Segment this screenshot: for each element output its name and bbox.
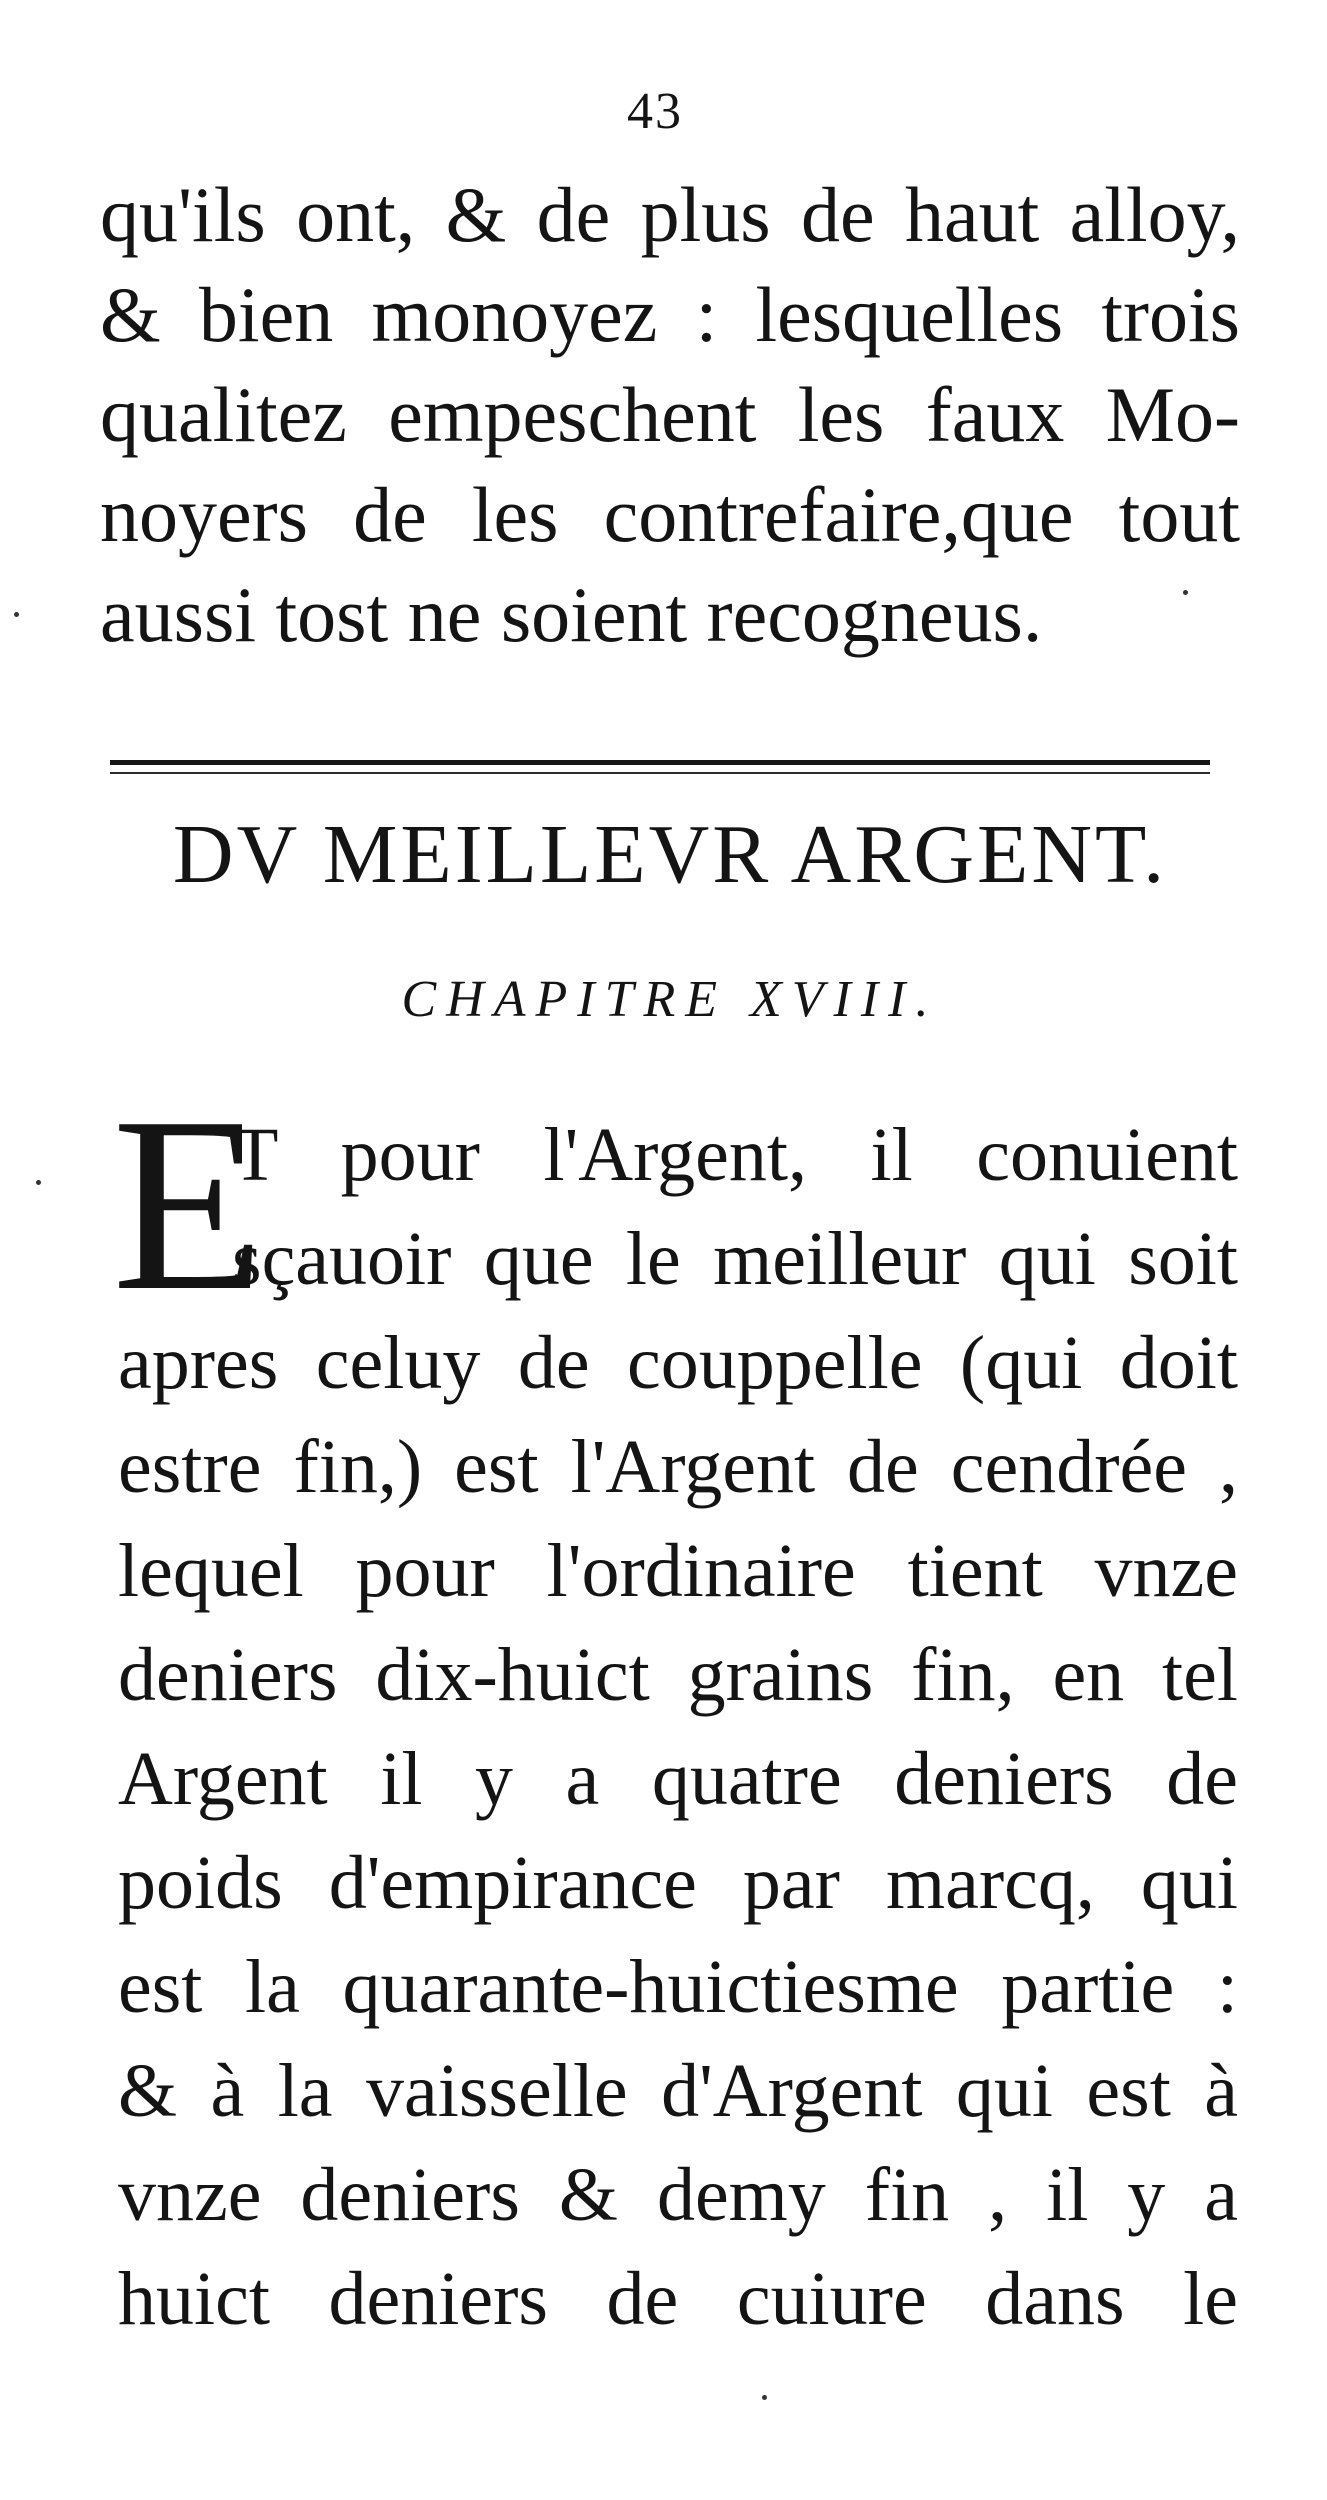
text-line: deniers dix-huict grains fin, en tel — [118, 1633, 1238, 1717]
section-divider-rule — [110, 760, 1210, 765]
ink-speck — [762, 2395, 767, 2400]
text-line: qu'ils ont, & de plus de haut alloy, — [100, 171, 1240, 258]
text-line: estre fin,) est l'Argent de cendrée , — [118, 1425, 1238, 1509]
text-line: & bien monoyez : lesquelles trois — [100, 271, 1240, 358]
ink-speck — [1183, 590, 1188, 595]
text-line: sçauoir que le meilleur qui soit — [232, 1217, 1238, 1301]
main-paragraph — [118, 1103, 1238, 2351]
ink-speck — [36, 1180, 41, 1185]
text-line: apres celuy de couppelle (qui doit — [118, 1321, 1238, 1405]
text-line: lequel pour l'ordinaire tient vnze — [118, 1529, 1238, 1613]
text-line: vnze deniers & demy fin , il y a — [118, 2153, 1238, 2237]
text-line: est la quarante-huictiesme partie : — [118, 1945, 1238, 2029]
text-line: huict deniers de cuiure dans le — [118, 2257, 1238, 2341]
section-heading: DV MEILLEVR ARGENT. — [172, 808, 1168, 901]
text-line: poids d'empirance par marcq, qui — [118, 1841, 1238, 1925]
text-line: & à la vaisselle d'Argent qui est à — [118, 2049, 1238, 2133]
page-number: 43 — [627, 83, 683, 140]
ink-speck — [14, 612, 19, 617]
text-line: T pour l'Argent, il conuient — [232, 1113, 1238, 1197]
text-line: qualitez empeschent les faux Mo- — [100, 371, 1240, 458]
drop-cap: E — [112, 1066, 265, 1343]
top-paragraph — [100, 165, 1240, 665]
text-line: aussi tost ne soient recogneus. — [100, 571, 1043, 658]
text-line: noyers de les contrefaire,que tout — [100, 471, 1240, 558]
chapter-label: CHAPITRE XVIII. — [401, 971, 939, 1028]
text-line: Argent il y a quatre deniers de — [118, 1737, 1238, 1821]
